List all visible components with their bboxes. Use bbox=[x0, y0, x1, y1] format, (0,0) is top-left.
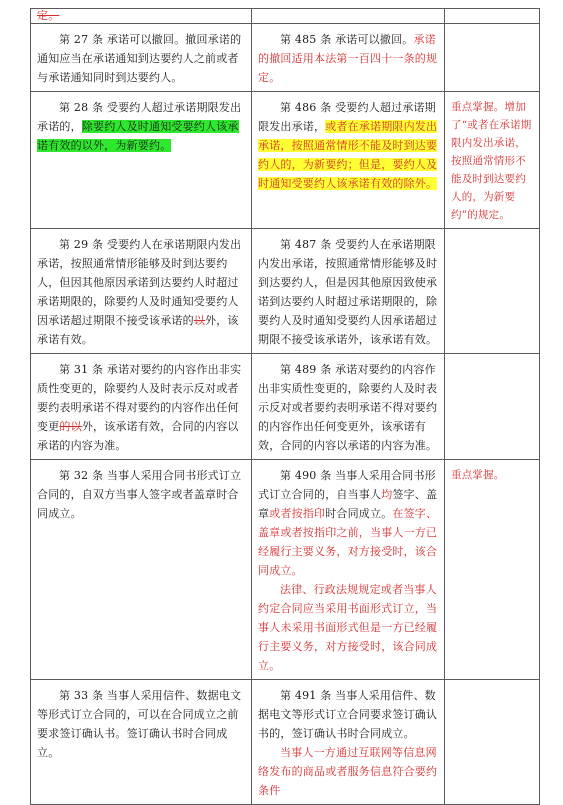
old-article-text: 第 31 条 承诺对要约的内容作出非实质性变更的，除要约人及时表示反对或者要约表明承诺不得对要约的内容作出任何变更的以外，该承诺有效，合同的内容以承诺的内容为准。 bbox=[37, 363, 242, 452]
new-law-cell bbox=[252, 9, 445, 24]
added-text: 在签字、盖章或者按指印之前，当事人一方已经履行主要义务，对方接受时，该合同成立。 bbox=[258, 507, 438, 577]
old-law-cell bbox=[31, 229, 252, 354]
added-paragraph: 当事人一方通过互联网等信息网络发布的商品或者服务信息符合要约条件 bbox=[258, 746, 438, 797]
comparison-table-page bbox=[30, 8, 530, 805]
comparison-table bbox=[30, 8, 540, 805]
added-text: 或者在承诺期限内发出承诺，按照通常情形不能及时到达要约人的，为新要约；但是，要约人及时通知受要约人该承诺有效的除外。 bbox=[258, 120, 438, 190]
note-cell bbox=[445, 229, 540, 354]
new-law-cell bbox=[252, 460, 445, 680]
table-row bbox=[31, 9, 540, 24]
old-article-text: 第 27 条 承诺可以撤回。撤回承诺的通知应当在承诺通知到达要约人之前或者与承诺通知同时到达要约人。 bbox=[37, 33, 242, 84]
added-text: 或者按指印 bbox=[269, 507, 326, 520]
deleted-text: 以 bbox=[193, 314, 206, 327]
new-article-text: 第 487 条 受要约人在承诺期限内发出承诺，按照通常情形能够及时到达要约人，但是因其他原因致使承诺到达要约人时超过承诺期限的，除要约人及时通知受要约人因承诺超过期限不接受该承诺外，该承诺有效。 bbox=[258, 238, 438, 346]
old-law-cell bbox=[31, 680, 252, 805]
new-law-cell bbox=[252, 24, 445, 92]
note-cell bbox=[445, 680, 540, 805]
old-article-text: 第 32 条 当事人采用合同书形式订立合同的，自双方当事人签字或者盖章时合同成立。 bbox=[37, 469, 242, 520]
new-article-text: 第 485 条 承诺可以撤回。承诺的撤回适用本法第一百四十一条的规定。 bbox=[258, 33, 438, 84]
new-law-cell bbox=[252, 354, 445, 460]
old-article-text: 第 29 条 受要约人在承诺期限内发出承诺，按照通常情形能够及时到达要约人，但因其他原因承诺到达要约人时超过承诺期限的，除要约人及时通知受要约人因承诺超过期限不接受该承诺的以外，该承诺有效。 bbox=[37, 238, 242, 346]
old-article-text: 第 33 条 当事人采用信件、数据电文等形式订立合同的，可以在合同成立之前要求签订确认书。签订确认书时合同成立。 bbox=[37, 689, 242, 759]
deleted-text: 的以 bbox=[59, 420, 82, 433]
new-law-cell bbox=[252, 229, 445, 354]
new-article-text: 第 491 条 当事人采用信件、数据电文等形式订立合同要求签订确认书的，签订确认书时合同成立。 bbox=[258, 689, 438, 740]
deleted-text: 定。 bbox=[37, 9, 60, 22]
table-row bbox=[31, 680, 540, 805]
note-cell: 重点掌握。增加了“或者在承诺期限内发出承诺，按照通常情形不能及时到达要约人的，为新要约”的规定。 bbox=[445, 92, 540, 229]
note-cell bbox=[445, 354, 540, 460]
table-row bbox=[31, 354, 540, 460]
old-law-cell bbox=[31, 354, 252, 460]
table-row bbox=[31, 92, 540, 229]
old-law-cell bbox=[31, 9, 252, 24]
added-text: 承诺的撤回适用本法第一百四十一条的规定。 bbox=[258, 33, 438, 84]
new-article-text: 第 486 条 受要约人超过承诺期限发出承诺，或者在承诺期限内发出承诺，按照通常情形不能及时到达要约人的，为新要约；但是，要约人及时通知受要约人该承诺有效的除外。 bbox=[258, 101, 438, 190]
old-article-text: 第 28 条 受要约人超过承诺期限发出承诺的，除要约人及时通知受要约人该承诺有效的以外，为新要约。 bbox=[37, 101, 242, 152]
new-law-cell bbox=[252, 92, 445, 229]
new-article-text: 第 489 条 承诺对要约的内容作出非实质性变更的，除要约人及时表示反对或者要约表明承诺不得对要约的内容作出任何变更外，该承诺有效，合同的内容以承诺的内容为准。 bbox=[258, 363, 438, 452]
old-law-cell bbox=[31, 24, 252, 92]
old-law-cell bbox=[31, 460, 252, 680]
new-law-cell bbox=[252, 680, 445, 805]
note-cell bbox=[445, 9, 540, 24]
note-cell bbox=[445, 24, 540, 92]
added-paragraph: 法律、行政法规规定或者当事人约定合同应当采用书面形式订立，当事人未采用书面形式但是一方已经履行主要义务，对方接受时，该合同成立。 bbox=[258, 583, 438, 672]
table-row bbox=[31, 460, 540, 680]
note-cell: 重点掌握。 bbox=[445, 460, 540, 680]
old-law-cell bbox=[31, 92, 252, 229]
highlighted-text: 除要约人及时通知受要约人该承诺有效的以外，为新要约。 bbox=[37, 120, 239, 152]
new-article-text: 第 490 条 当事人采用合同书形式订立合同的，自当事人均签字、盖章或者按指印时合同成立。在签字、盖章或者按指印之前，当事人一方已经履行主要义务，对方接受时，该合同成立。 bbox=[258, 469, 438, 577]
table-row bbox=[31, 24, 540, 92]
table-row bbox=[31, 229, 540, 354]
added-text: 均 bbox=[381, 488, 393, 501]
